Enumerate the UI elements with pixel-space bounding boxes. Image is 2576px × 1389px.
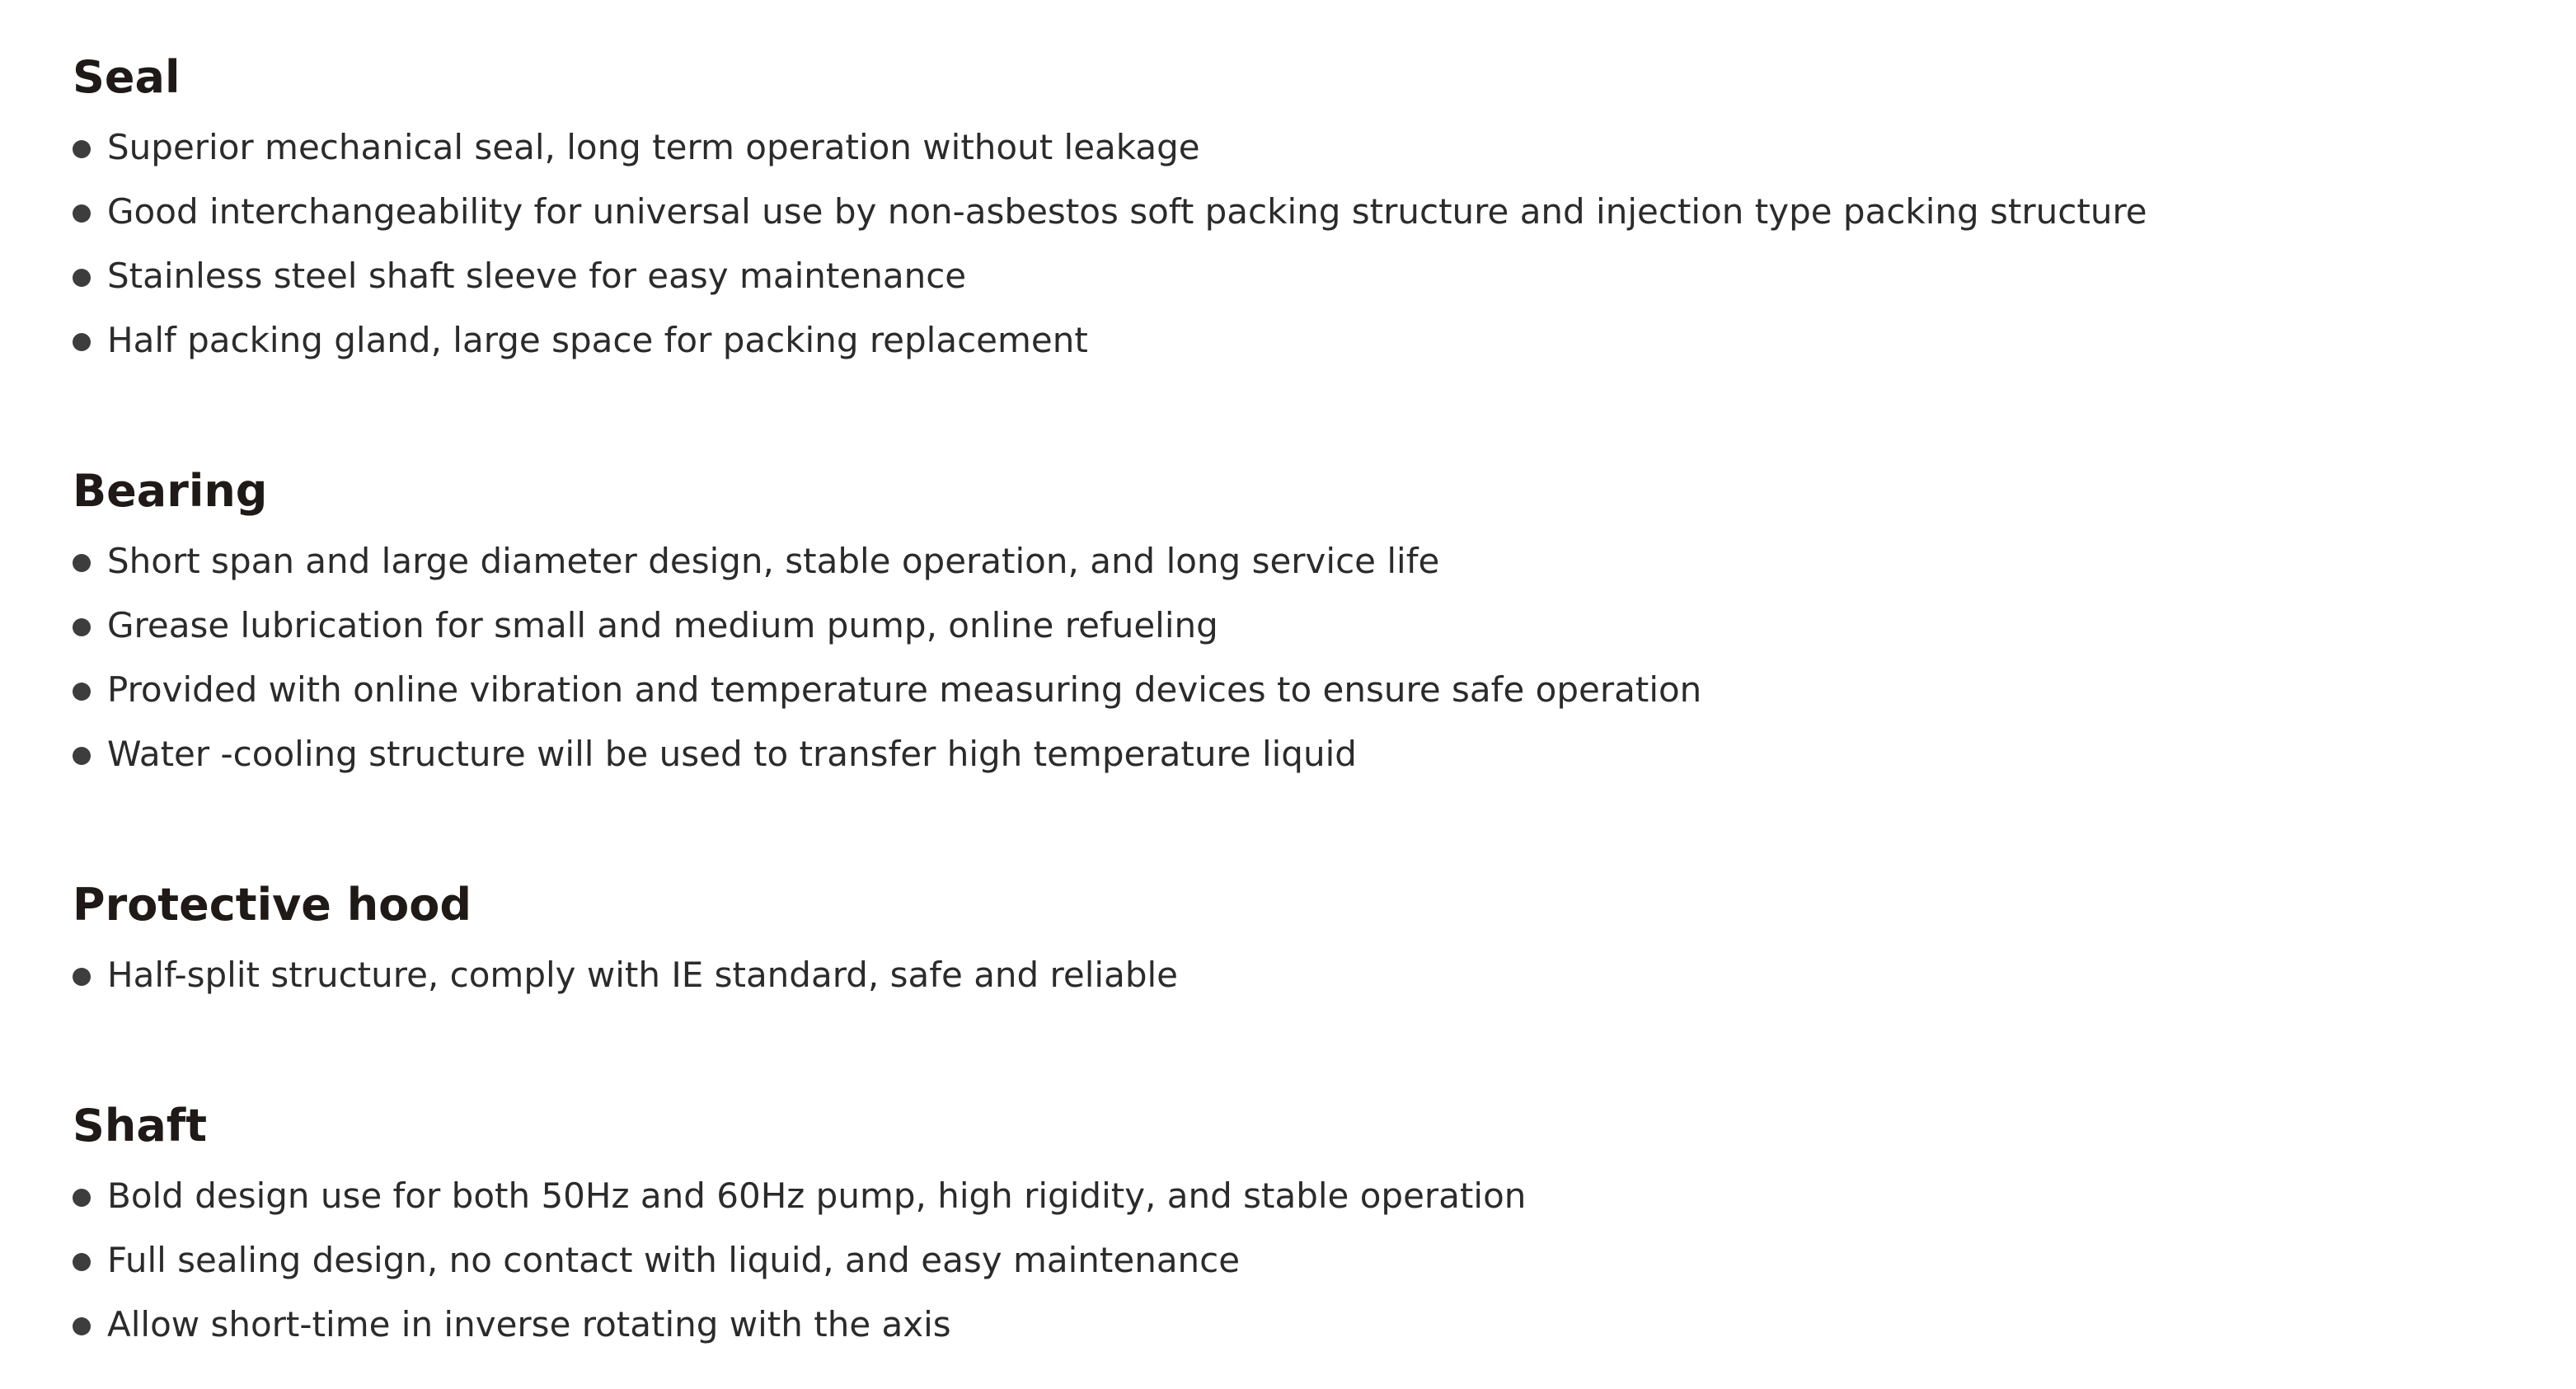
bearing-section — [73, 462, 2529, 786]
bullet-icon — [73, 1189, 91, 1207]
bullet-icon — [73, 140, 91, 158]
list-item — [73, 1228, 2529, 1293]
list-item-text: Provided with online vibration and temperature measuring devices to ensure safe operation — [107, 669, 1702, 710]
list-item-text: Full sealing design, no contact with liquid, and easy maintenance — [107, 1240, 1241, 1280]
bullet-icon — [73, 683, 91, 701]
section-title-bearing: Bearing — [73, 465, 268, 517]
list-item-text: Grease lubrication for small and medium pump, online refueling — [107, 605, 1218, 645]
list-item — [73, 244, 2529, 308]
list-item — [73, 308, 2529, 373]
features-page — [73, 48, 2529, 1357]
protective-hood-section — [73, 875, 2529, 1007]
list-item — [73, 658, 2529, 722]
seal-section — [73, 48, 2529, 373]
shaft-feature-list — [73, 1164, 2529, 1357]
bearing-feature-list — [73, 529, 2529, 786]
list-item — [73, 1164, 2529, 1228]
list-item — [73, 529, 2529, 594]
section-title-protective-hood: Protective hood — [73, 879, 472, 931]
list-item-text: Half-split structure, comply with IE standard, safe and reliable — [107, 955, 1178, 995]
bullet-icon — [73, 333, 91, 351]
list-item — [73, 115, 2529, 180]
seal-feature-list — [73, 115, 2529, 373]
list-item — [73, 1293, 2529, 1357]
shaft-section — [73, 1096, 2529, 1357]
list-item — [73, 180, 2529, 244]
list-item-text: Bold design use for both 50Hz and 60Hz pump, high rigidity, and stable operation — [107, 1175, 1527, 1216]
bullet-icon — [73, 554, 91, 572]
list-item-text: Superior mechanical seal, long term operation without leakage — [107, 127, 1200, 167]
list-item — [73, 943, 2529, 1007]
bullet-icon — [73, 1253, 91, 1271]
protective-hood-feature-list — [73, 943, 2529, 1007]
list-item-text: Good interchangeability for universal use by non-asbestos soft packing structure and injection type packing structure — [107, 191, 2147, 232]
bullet-icon — [73, 204, 91, 223]
bullet-icon — [73, 269, 91, 287]
list-item-text: Half packing gland, large space for packing replacement — [107, 320, 1088, 360]
bullet-icon — [73, 618, 91, 636]
list-item — [73, 594, 2529, 658]
list-item-text: Water -cooling structure will be used to transfer high temperature liquid — [107, 734, 1357, 774]
list-item-text: Allow short-time in inverse rotating with the axis — [107, 1304, 951, 1344]
bullet-icon — [73, 747, 91, 765]
list-item-text: Stainless steel shaft sleeve for easy maintenance — [107, 256, 967, 296]
section-title-shaft: Shaft — [73, 1100, 208, 1152]
list-item — [73, 722, 2529, 786]
section-title-seal: Seal — [73, 51, 181, 103]
bullet-icon — [73, 968, 91, 986]
bullet-icon — [73, 1317, 91, 1335]
list-item-text: Short span and large diameter design, stable operation, and long service life — [107, 541, 1440, 581]
